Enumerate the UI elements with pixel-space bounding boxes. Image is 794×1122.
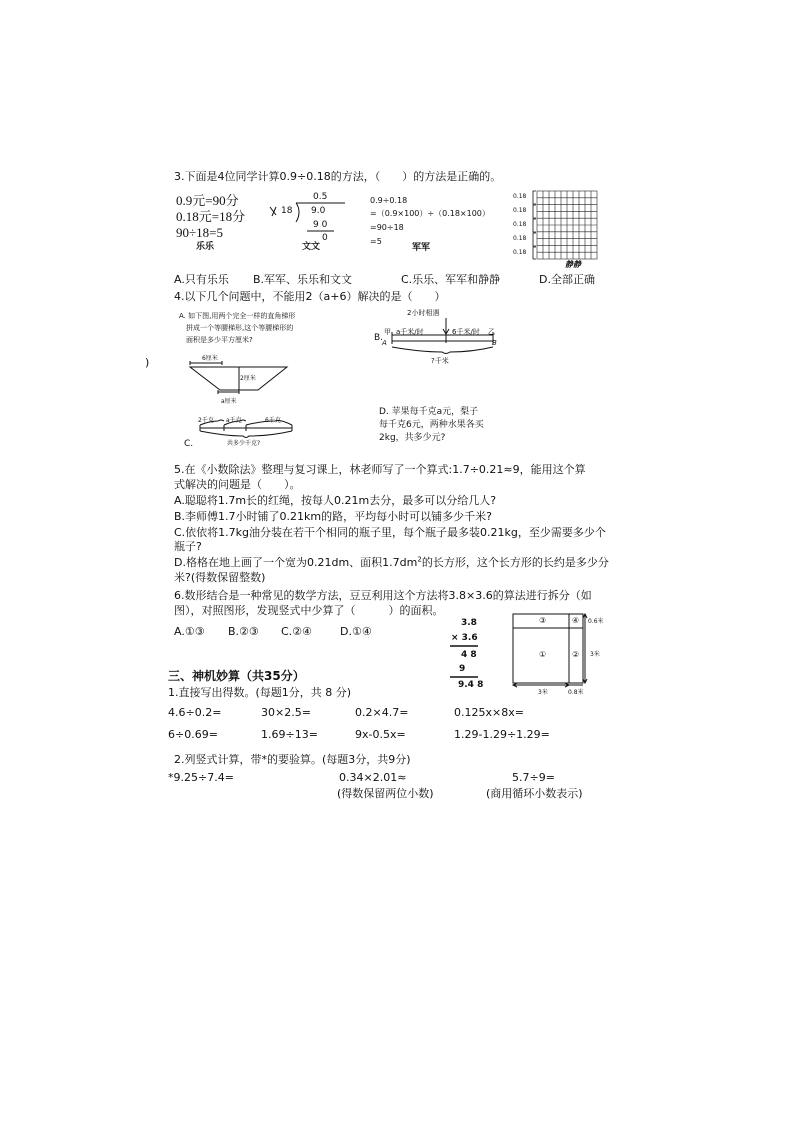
q4-b-point-a: A (382, 339, 387, 347)
q6-stem: 图），对照图形，发现竖式中少算了（ ）的面积。 (174, 604, 444, 617)
q5-option-c: 瓶子? (174, 540, 202, 553)
q3-wenwen-division-bracket (270, 203, 345, 231)
q3-option-b: B.军军、乐乐和文文 (253, 273, 353, 286)
q3-option-c: C.乐乐、军军和静静 (401, 273, 501, 286)
q4-a-text: 面积是多少平方厘米? (186, 336, 253, 344)
q3-jingjing-row-label: 0.18 (513, 249, 527, 256)
q3-junjun-line2: =（0.9×100）÷（0.18×100） (370, 209, 490, 218)
q3-wenwen-divisor: 18 (281, 206, 293, 216)
q6-option-c: C.②④ (281, 625, 312, 638)
section-3-part1-title: 1.直接写出得数。(每题1分，共 8 分) (168, 686, 352, 699)
q3-junjun-line3: =90÷18 (370, 223, 404, 232)
q3-jingjing-row-label: 0.18 (513, 221, 527, 228)
q5-option-d: 米?(得数保留整数) (174, 571, 266, 584)
q4-b-left-end: 甲 (384, 328, 391, 336)
q3-junjun-name: 军军 (412, 243, 431, 253)
q3-jingjing-row-label: 0.18 (513, 193, 527, 200)
q4-stem: 4.以下几个问题中，不能用2（a+6）解决的是（ ） (174, 290, 446, 303)
q3-wenwen-dividend: 9.0 (311, 206, 326, 216)
q6-diagram-label: 3米 (538, 689, 548, 696)
q6-vertical-row: × 3.6 (451, 633, 478, 643)
q4-a-text: 拼成一个等腰梯形,这个等腰梯形的 (186, 324, 294, 332)
q6-vertical-rules (450, 646, 478, 677)
vertical-calc-item: 5.7÷9= (512, 771, 555, 784)
q5-option-d-sup: 2 (417, 555, 422, 564)
section-3-title: 三、神机妙算（共35分） (168, 669, 305, 683)
q5-option-d-pre: D.格格在地上画了一个宽为0.21dm、面积1.7dm (174, 556, 418, 569)
q6-diagram-label: 0.6米 (588, 618, 604, 625)
q5-stem: 5.在《小数除法》整理与复习课上，林老师写了一个算式:1.7÷0.21≈9，能用这个算 (174, 463, 586, 476)
q6-diagram-label: 0.8米 (568, 689, 584, 696)
calc-item: 9x-0.5x= (355, 728, 406, 741)
q5-option-a: A.聪聪将1.7m长的红绳，按每人0.21m去分，最多可以分给几人? (174, 494, 497, 507)
q5-option-d-post: 的长方形，这个长方形的长约是多少分 (421, 556, 609, 569)
q4-c-part1: 2千克 (198, 417, 214, 424)
q3-lele-name: 乐乐 (196, 242, 215, 252)
q4-a-top-label: 6厘米 (202, 355, 218, 362)
q6-stem: 6.数形结合是一种常见的数学方法，豆豆利用这个方法将3.8×3.6的算法进行拆分（如 (174, 589, 592, 602)
q6-diagram-region-1: ① (539, 650, 547, 659)
q4-a-bottom-label: a厘米 (221, 398, 237, 405)
q4-a-text: A. 如下图,用两个完全一样的直角梯形 (179, 312, 296, 320)
q4-b-right-end: 乙 (488, 328, 495, 336)
q4-d-text: 每千克6元，两种水果各买 (379, 420, 484, 430)
q3-jingjing-row-label: 0.18 (513, 207, 527, 214)
calc-item: 4.6÷0.2= (168, 706, 222, 719)
q3-junjun-line1: 0.9÷0.18 (370, 196, 408, 205)
q3-option-d: D.全部正确 (539, 273, 595, 286)
vertical-calc-note: (得数保留两位小数) (337, 787, 434, 800)
q6-area-diagram (513, 614, 587, 687)
q5-option-b: B.李师傅1.7小时铺了0.21km的路，平均每小时可以铺多少千米? (174, 510, 492, 523)
calc-item: 0.125x×8x= (454, 706, 524, 719)
q3-jingjing-name: 静静 (565, 260, 581, 269)
q3-wenwen-remainder: 0 (322, 233, 328, 243)
q5-option-c: C.依依将1.7kg油分装在若干个相同的瓶子里，每个瓶子最多装0.21kg，至少需要多少个 (174, 526, 606, 539)
q6-diagram-region-4: ④ (572, 616, 580, 625)
q6-diagram-label: 3米 (590, 651, 600, 658)
q4-c-total: 共多少千克? (227, 440, 261, 447)
vertical-calc-item: 0.34×2.01≈ (339, 771, 407, 784)
q6-vertical-row: 9.4 8 (458, 680, 484, 690)
q6-option-b: B.②③ (228, 625, 259, 638)
q6-option-d: D.①④ (340, 625, 372, 638)
calc-item: 30×2.5= (261, 706, 311, 719)
q3-jingjing-grid (537, 191, 597, 259)
q3-jingjing-brackets (533, 191, 536, 259)
q4-b-left-speed: a千米/时 (396, 328, 424, 336)
q4-d-text: D. 苹果每千克a元，梨子 (379, 407, 479, 417)
q4-c-part3: 6千克 (265, 417, 281, 424)
vertical-calc-item: *9.25÷7.4= (168, 771, 234, 784)
q6-vertical-row: 9 (459, 664, 466, 674)
vertical-calc-note: (商用循环小数表示) (486, 787, 583, 800)
q3-wenwen-product: 9 0 (313, 220, 328, 230)
calc-item: 6÷0.69= (168, 728, 218, 741)
q5-stem: 式解决的问题是（ ）。 (174, 478, 301, 491)
q4-b-segment (392, 318, 493, 354)
q4-c-segment (200, 420, 292, 438)
q4-a-trapezoid (190, 361, 287, 394)
q6-option-a: A.①③ (174, 625, 205, 638)
q4-d-text: 2kg，共多少元? (379, 433, 446, 443)
q6-vertical-row: 4 8 (461, 650, 477, 660)
calc-item: 1.29-1.29÷1.29= (454, 728, 550, 741)
calc-item: 0.2×4.7= (355, 706, 409, 719)
q3-lele-line2: 0.18元=18分 (176, 209, 246, 224)
q3-wenwen-name: 文文 (302, 242, 321, 252)
q4-b-right-speed: 6千米/时 (452, 328, 480, 336)
q4-c-part2: a千克 (226, 417, 242, 424)
q4-b-label: B. (374, 333, 384, 343)
q4-c-label: C. (184, 439, 194, 449)
q4-b-total-label: ?千米 (431, 357, 449, 365)
q3-lele-line1: 0.9元=90分 (176, 193, 239, 208)
margin-mark: ) (145, 356, 150, 369)
q6-diagram-region-3: ③ (539, 616, 547, 625)
section-3-part2-title: 2.列竖式计算，带*的要验算。(每题3分，共9分) (174, 753, 411, 766)
q6-vertical-row: 3.8 (461, 618, 477, 628)
q4-b-meet-label: 2小时相遇 (407, 309, 440, 317)
q3-junjun-line4: =5 (370, 237, 382, 246)
q6-diagram-region-2: ② (572, 650, 580, 659)
q3-option-a: A.只有乐乐 (174, 273, 229, 286)
q3-lele-line3: 90÷18=5 (176, 225, 223, 240)
q4-a-height-label: 2厘米 (240, 375, 256, 382)
q3-wenwen-quotient: 0.5 (313, 192, 328, 202)
q4-b-point-b: B (492, 339, 497, 347)
q3-jingjing-row-label: 0.18 (513, 235, 527, 242)
calc-item: 1.69÷13= (261, 728, 318, 741)
q3-stem: 3.下面是4位同学计算0.9÷0.18的方法，（ ）的方法是正确的。 (174, 170, 502, 183)
